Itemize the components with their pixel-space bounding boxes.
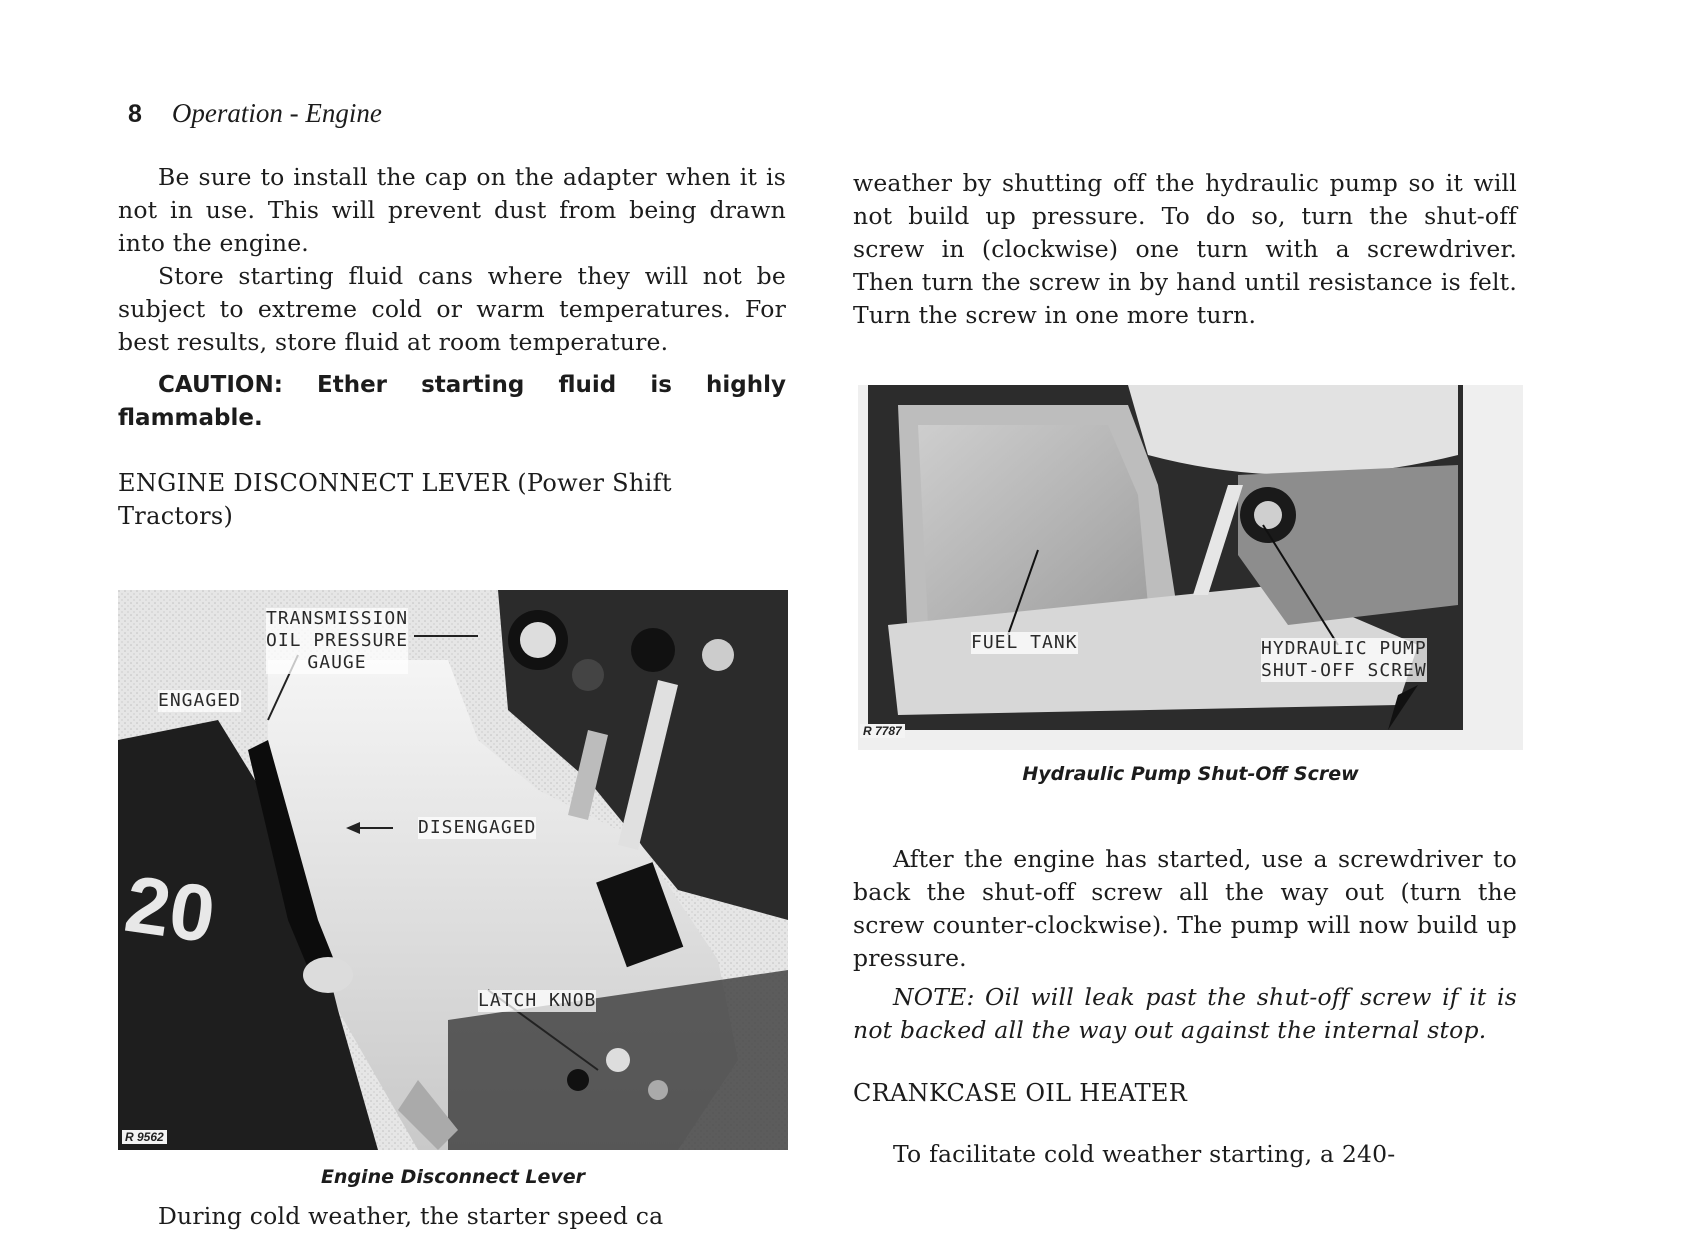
latch-knob-label: LATCH KNOB <box>478 990 597 1011</box>
engine-photo-graphic <box>118 590 788 1150</box>
paragraph-cap: Be sure to install the cap on the adapter when it is not in use. This will prevent dust from being drawn into the engine. <box>118 163 786 257</box>
engine-disconnect-lever-photo <box>118 590 788 1150</box>
right-column-bottom-text <box>853 843 1517 1171</box>
paragraph-shut-off-pump: weather by shutting off the hydraulic pump so it will not build up pressure. To do so, turn the shut-off screw in (clockwise) one turn with a screwdriver. Then turn the screw in by hand until resistance is felt. Turn the screw in one more turn. <box>853 169 1517 329</box>
transmission-gauge-label <box>266 608 408 674</box>
left-column-text <box>118 161 786 533</box>
page-number: 8 <box>128 100 142 128</box>
transmission-label-line3: GAUGE <box>307 652 367 673</box>
pump-label-line2: SHUT-OFF SCREW <box>1261 660 1427 681</box>
transmission-label-line1: TRANSMISSION <box>266 608 409 629</box>
svg-text:20: 20 <box>119 858 221 960</box>
fuel-tank-label: FUEL TANK <box>971 632 1078 653</box>
paragraph-after-start: After the engine has started, use a screwdriver to back the shut-off screw all the way out (turn the screw counter-clockwise). The pump will now build up pressure. <box>853 845 1517 972</box>
page-title: Operation - Engine <box>171 98 382 128</box>
right-column-top-text <box>853 167 1517 332</box>
section-heading-disconnect-lever: ENGINE DISCONNECT LEVER (Power Shift Tractors) <box>118 469 672 530</box>
hydraulic-pump-screw-label <box>1261 638 1427 682</box>
caution-text: CAUTION: Ether starting fluid is highly flammable. <box>118 372 786 431</box>
paragraph-crankcase-partial: To facilitate cold weather starting, a 240- <box>893 1140 1396 1168</box>
note-oil-leak: NOTE: Oil will leak past the shut-off screw if it is not backed all the way out against the internal stop. <box>853 983 1517 1044</box>
figure-reference-number-pump: R 7787 <box>860 724 905 738</box>
paragraph-store-fluid: Store starting fluid cans where they will not be subject to extreme cold or warm temperatures. For best results, store fluid at room temperature. <box>118 262 786 356</box>
figure-caption-pump: Hydraulic Pump Shut-Off Screw <box>1022 763 1359 785</box>
figure-reference-number: R 9562 <box>122 1130 167 1144</box>
paragraph-cold-weather-partial: During cold weather, the starter speed ca <box>158 1202 664 1230</box>
transmission-label-line2: OIL PRESSURE <box>266 630 409 651</box>
page-header <box>128 98 382 129</box>
engaged-label: ENGAGED <box>158 690 241 711</box>
disengaged-label: DISENGAGED <box>418 817 537 838</box>
hydraulic-pump-photo <box>858 385 1523 750</box>
section-heading-crankcase-heater: CRANKCASE OIL HEATER <box>853 1079 1188 1107</box>
pump-label-line1: HYDRAULIC PUMP <box>1261 638 1427 659</box>
pump-photo-graphic <box>858 385 1523 750</box>
figure-caption-disconnect-lever: Engine Disconnect Lever <box>320 1166 586 1188</box>
